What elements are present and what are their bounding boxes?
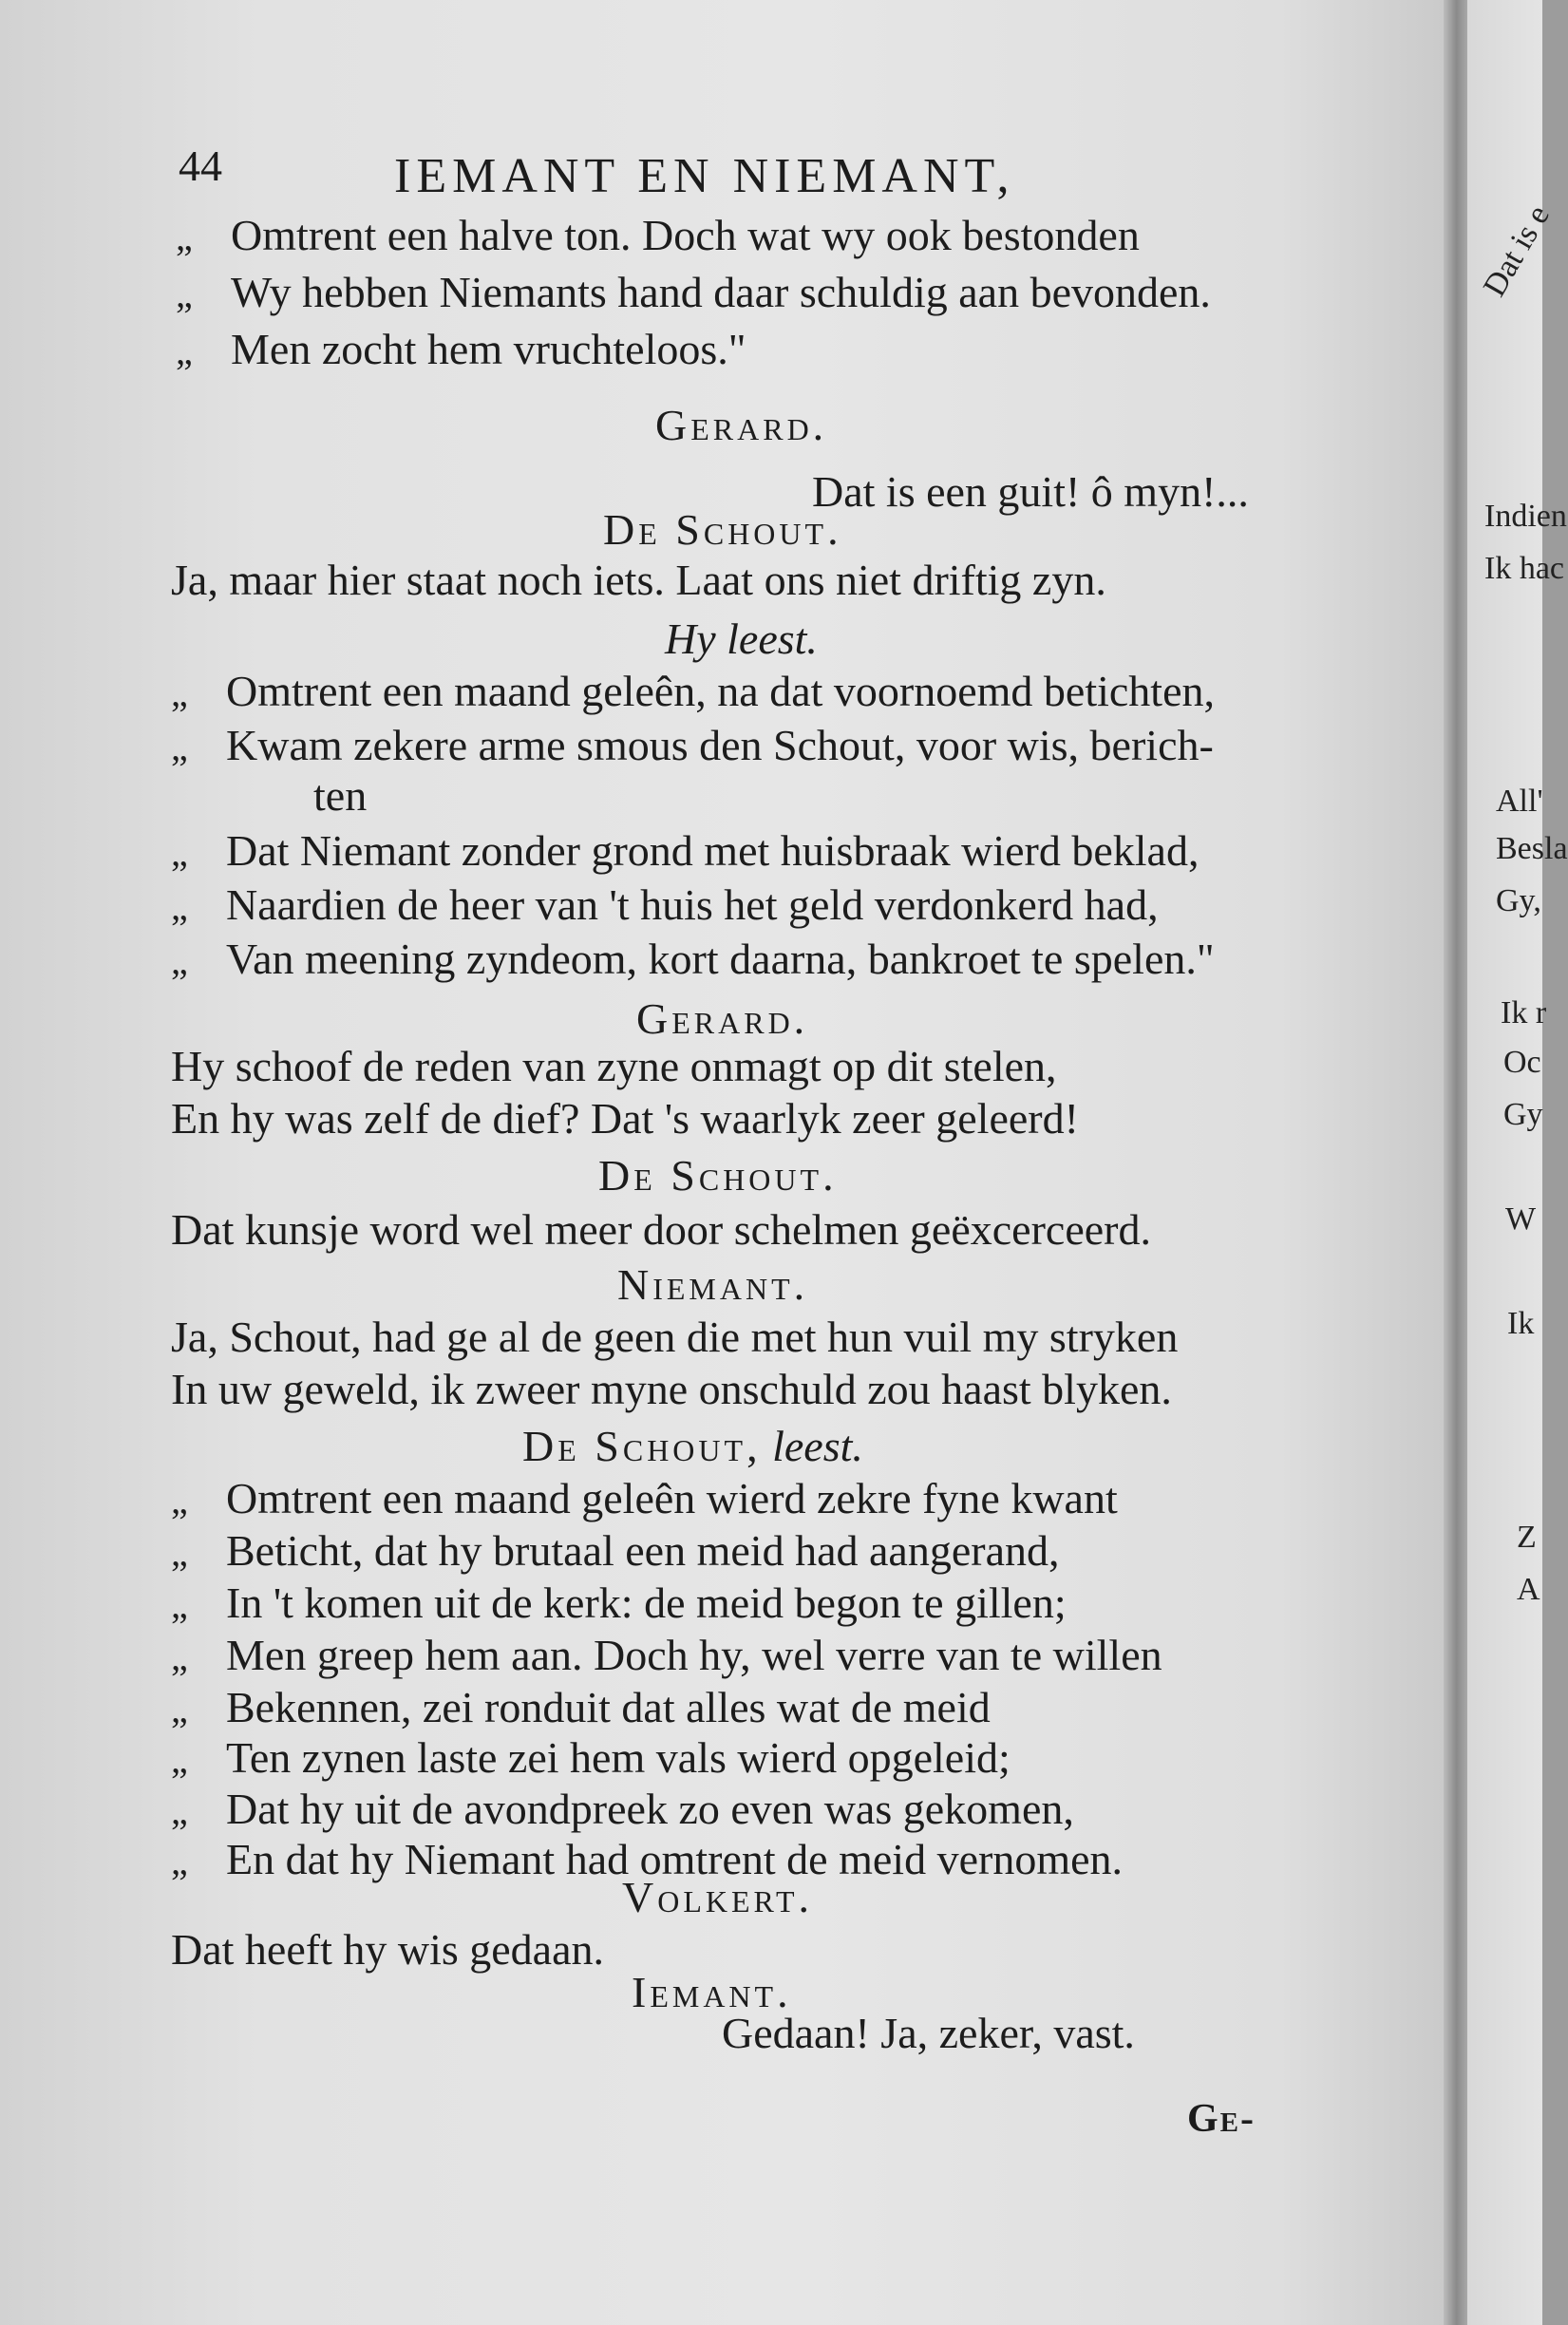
quote-mark: „ — [176, 273, 193, 315]
facing-page-line: Oc — [1503, 1045, 1541, 1080]
stage-direction: leest. — [772, 1422, 863, 1470]
facing-page-line: Z — [1517, 1520, 1537, 1555]
verse-line: „ Omtrent een maand geleên, na dat voornoemd betichten, — [171, 667, 1215, 715]
facing-page-line: Dat is e — [1477, 199, 1557, 303]
speaker-heading: De Schout. — [603, 505, 842, 554]
quote-mark: „ — [176, 330, 193, 372]
quote-mark: „ — [171, 1635, 188, 1678]
verse-line: „ Omtrent een halve ton. Doch wat wy ook bestonden — [176, 211, 1140, 259]
verse-line: „ In 't komen uit de kerk: de meid begon te gillen; — [171, 1578, 1067, 1627]
verse-line: „ Beticht, dat hy brutaal een meid had aangerand, — [171, 1526, 1060, 1575]
verse-line: Dat is een guit! ô myn!... — [812, 467, 1249, 516]
facing-page-line: W — [1505, 1201, 1537, 1237]
facing-page-line: Ik r — [1501, 995, 1547, 1030]
verse-line: „ Men zocht hem vruchteloos." — [176, 325, 746, 373]
verse-line: In uw geweld, ik zweer myne onschuld zou haast blyken. — [171, 1365, 1172, 1413]
quote-mark: „ — [171, 1479, 188, 1522]
quote-mark: „ — [171, 671, 188, 714]
verse-line: „ Dat hy uit de avondpreek zo even was gekomen, — [171, 1785, 1074, 1833]
speaker-heading: Niemant. — [617, 1260, 809, 1309]
catchword: Ge- — [1187, 2097, 1256, 2141]
verse-line: „ Omtrent een maand geleên wierd zekre fyne kwant — [171, 1474, 1118, 1522]
quote-mark: „ — [171, 1531, 188, 1574]
verse-line: „ En dat hy Niemant had omtrent de meid vernomen. — [171, 1835, 1124, 1883]
speaker-heading: Iemant. — [632, 1968, 792, 2016]
stage-direction: Hy leest. — [665, 614, 818, 663]
verse-line: Ja, maar hier staat noch iets. Laat ons niet driftig zyn. — [171, 556, 1106, 604]
verse-line: Dat kunsje word wel meer door schelmen geëxcerceerd. — [171, 1205, 1151, 1254]
verse-line: „ Bekennen, zei ronduit dat alles wat de meid — [171, 1683, 991, 1731]
quote-mark: „ — [171, 1688, 188, 1730]
verse-line: Gedaan! Ja, zeker, vast. — [722, 2009, 1135, 2057]
quote-mark: „ — [171, 885, 188, 928]
speaker-heading: De Schout, — [522, 1422, 762, 1470]
speaker-heading: De Schout. — [598, 1151, 838, 1200]
running-head: IEMANT EN NIEMANT, — [394, 149, 1015, 203]
quote-mark: „ — [171, 1738, 188, 1781]
quote-mark: „ — [171, 1789, 188, 1832]
facing-page — [1467, 0, 1568, 2325]
quote-mark: „ — [176, 216, 193, 258]
verse-line: Hy schoof de reden van zyne onmagt op dit stelen, — [171, 1042, 1057, 1090]
verse-line: ten — [313, 771, 368, 820]
speaker-heading: Gerard. — [655, 401, 828, 449]
speaker-heading: Volkert. — [622, 1873, 814, 1921]
verse-line: Ja, Schout, had ge al de geen die met hun vuil my stryken — [171, 1313, 1179, 1361]
facing-page-line: Ik hac — [1484, 551, 1565, 586]
verse-line: „ Kwam zekere arme smous den Schout, voor wis, berich- — [171, 721, 1214, 769]
quote-mark: „ — [171, 939, 188, 982]
facing-page-line: Gy — [1503, 1097, 1543, 1132]
page-number: 44 — [179, 142, 222, 190]
verse-line: „ Men greep hem aan. Doch hy, wel verre van te willen — [171, 1631, 1162, 1679]
verse-line: Dat heeft hy wis gedaan. — [171, 1925, 605, 1974]
verse-line: „ Wy hebben Niemants hand daar schuldig aan bevonden. — [176, 268, 1211, 316]
quote-mark: „ — [171, 1583, 188, 1626]
facing-page-line: Ik — [1507, 1306, 1535, 1341]
verse-line: „ Van meening zyndeom, kort daarna, bankroet te spelen." — [171, 935, 1215, 983]
verse-line: „ Naardien de heer van 't huis het geld verdonkerd had, — [171, 880, 1159, 929]
verse-line: „ Ten zynen laste zei hem vals wierd opgeleid; — [171, 1733, 1011, 1782]
facing-page-line: Gy, — [1496, 883, 1541, 918]
verse-line: En hy was zelf de dief? Dat 's waarlyk zeer geleerd! — [171, 1094, 1079, 1143]
facing-page-line: A — [1517, 1572, 1540, 1607]
quote-mark: „ — [171, 726, 188, 768]
verse-line: „ Dat Niemant zonder grond met huisbraak wierd beklad, — [171, 826, 1200, 875]
quote-mark: „ — [171, 1840, 188, 1882]
facing-page-line: All' — [1496, 784, 1543, 819]
quote-mark: „ — [171, 831, 188, 874]
facing-page-line: Besla — [1496, 831, 1568, 866]
facing-page-line: Indien — [1484, 499, 1567, 534]
speaker-heading: Gerard. — [636, 994, 809, 1043]
speaker-heading-line — [522, 1422, 863, 1470]
